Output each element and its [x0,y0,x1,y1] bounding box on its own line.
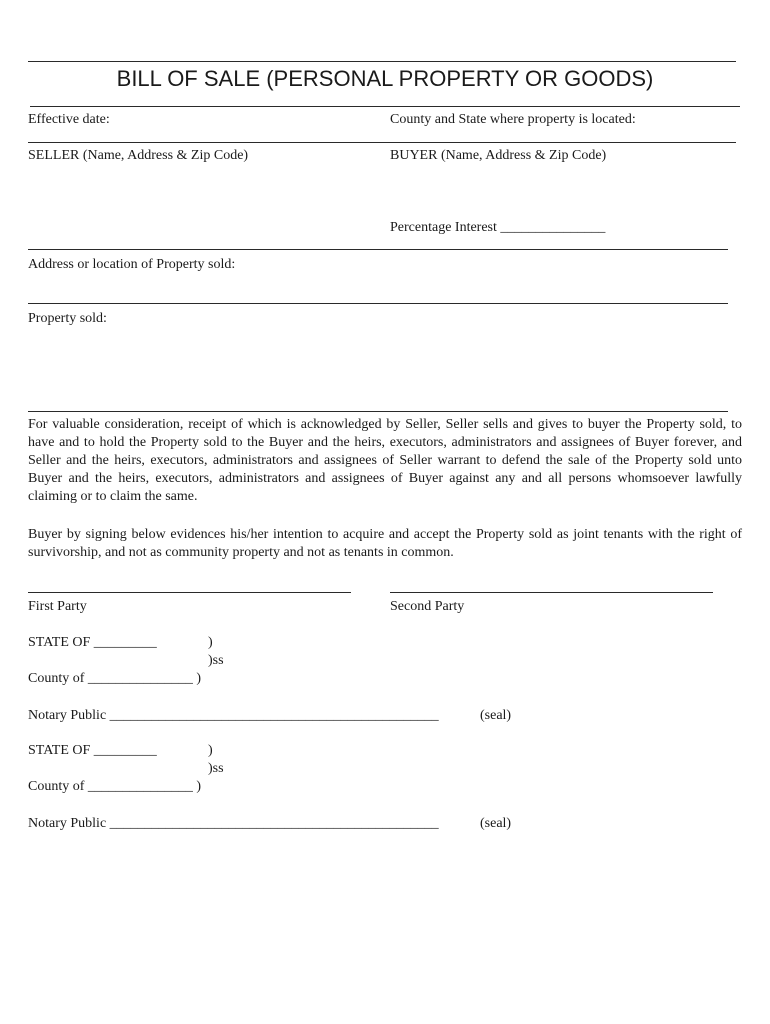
document-title: BILL OF SALE (PERSONAL PROPERTY OR GOODS) [116,66,654,91]
top-rule [28,61,736,62]
percentage-interest-field[interactable]: Percentage Interest _______________ [390,220,606,235]
effective-date-label: Effective date: [28,112,110,127]
parties-rule [28,249,728,250]
property-rule [28,411,728,412]
effective-date-rule [28,142,736,143]
seal-label: (seal) [480,708,512,723]
ss-mark: )ss [208,653,224,668]
buyer-label: BUYER (Name, Address & Zip Code) [390,148,607,163]
county-of-field[interactable]: County of _______________ ) [28,671,202,686]
first-party-signature-line[interactable] [28,592,351,593]
notary-public-field[interactable]: Notary Public _______________________________________________ [28,816,439,831]
venue-paren: ) [208,743,213,758]
second-party-signature-line[interactable] [390,592,713,593]
address-rule [28,303,728,304]
joint-tenancy-paragraph: Buyer by signing below evidences his/her intention to acquire and accept the Property sold as joint tenants with the right of survivorship, and not as community property and not as tenants in common. [28,527,742,560]
seller-label: SELLER (Name, Address & Zip Code) [28,148,249,163]
seal-label: (seal) [480,816,512,831]
state-of-field[interactable]: STATE OF _________ [28,635,157,650]
first-party-label: First Party [28,599,87,614]
conveyance-paragraph: For valuable consideration, receipt of which is acknowledged by Seller, Seller sells and gives to buyer the Property sold, to have and to hold the Property sold to the Buyer and the heirs, executors, administrators and assignees of Buyer forever, and Seller and the heirs, executors, administrators and assignees of Seller warrant to defend the sale of the Property sold unto Buyer and the heirs, executors, administrators and assignees of Buyer against any and all persons whomsoever lawfully claiming or to claim the same. [28,417,742,504]
second-party-label: Second Party [390,599,465,614]
county-state-label: County and State where property is located: [390,112,636,127]
address-location-label: Address or location of Property sold: [28,257,236,272]
state-of-field[interactable]: STATE OF _________ [28,743,157,758]
ss-mark: )ss [208,761,224,776]
county-of-field[interactable]: County of _______________ ) [28,779,202,794]
notary-public-field[interactable]: Notary Public _______________________________________________ [28,708,439,723]
property-sold-label: Property sold: [28,311,107,326]
title-underline [30,106,740,107]
venue-paren: ) [208,635,213,650]
